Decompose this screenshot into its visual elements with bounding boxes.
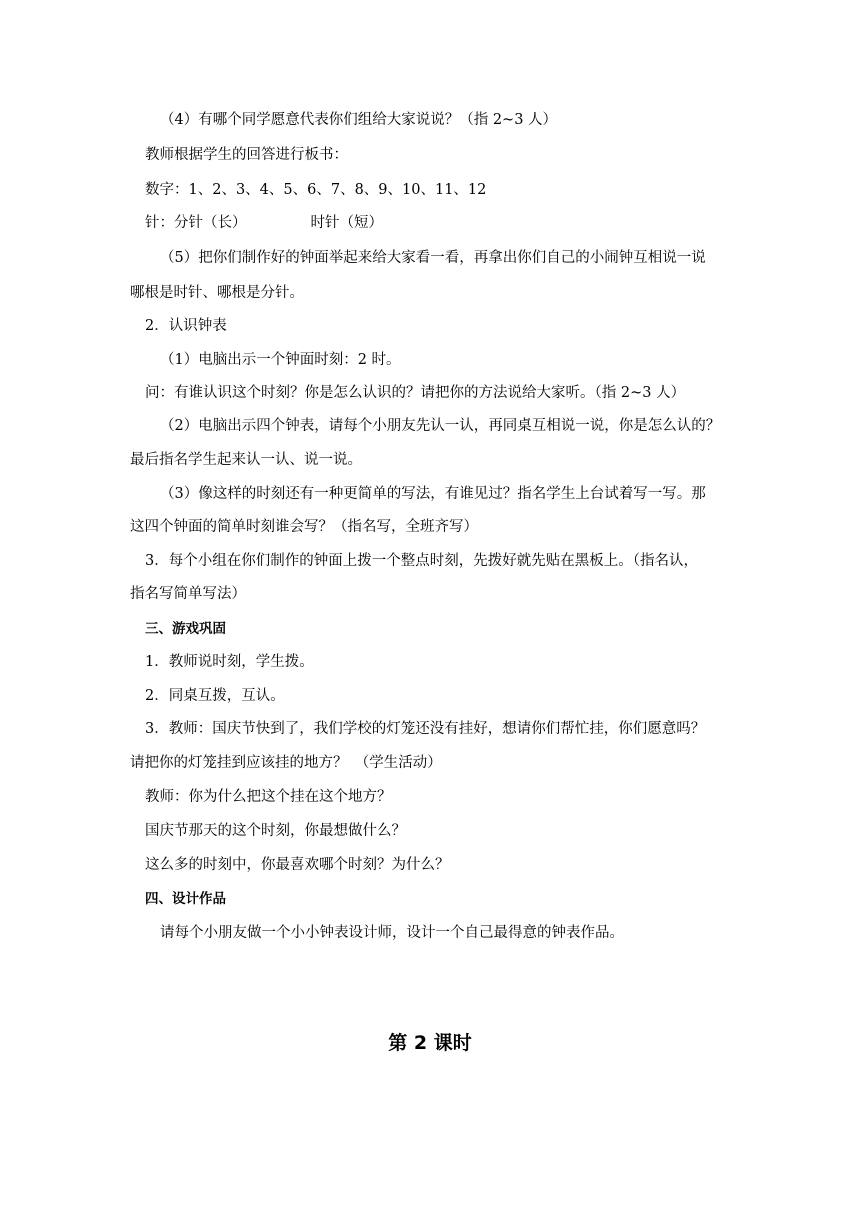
section-title: 第 2 课时 xyxy=(388,1032,472,1054)
text-line: 指名写简单写法） xyxy=(130,586,246,602)
text-line: 这么多的时刻中，你最喜欢哪个时刻？为什么？ xyxy=(145,857,450,873)
minute-hand-label: 针：分针（长） xyxy=(145,215,247,231)
text-line: 1．教师说时刻，学生拨。 xyxy=(145,654,314,670)
text-line: 教师根据学生的回答进行板书： xyxy=(145,147,348,163)
text-line: 哪根是时针、哪根是分针。 xyxy=(130,285,304,301)
text-line: 3．每个小组在你们制作的钟面上拨一个整点时刻，先拨好就先贴在黑板上。（指名认， xyxy=(145,553,698,569)
text-line: 教师：你为什么把这个挂在这个地方？ xyxy=(145,789,392,805)
text-line: 问：有谁认识这个时刻？你是怎么认识的？请把你的方法说给大家听。（指 2~3 人） xyxy=(145,385,686,401)
text-line: 请每个小朋友做一个小小钟表设计师，设计一个自己最得意的钟表作品。 xyxy=(160,925,624,941)
text-line: 国庆节那天的这个时刻，你最想做什么？ xyxy=(145,823,406,839)
text-line: （1）电脑出示一个钟面时刻：2 时。 xyxy=(160,352,401,368)
text-line: 数字：1、2、3、4、5、6、7、8、9、10、11、12 xyxy=(145,182,487,198)
text-line: 2．同桌互拨，互认。 xyxy=(145,688,285,704)
text-line xyxy=(145,213,383,233)
text-line: （3）像这样的时刻还有一种更简单的写法，有谁见过？指名学生上台试着写一写。那 xyxy=(160,486,706,502)
section-heading: 三、游戏巩固 xyxy=(145,621,226,637)
section-heading: 2．认识钟表 xyxy=(145,318,227,334)
text-line: 请把你的灯笼挂到应该挂的地方？ （学生活动） xyxy=(130,755,442,771)
text-line: 3．教师：国庆节快到了，我们学校的灯笼还没有挂好，想请你们帮忙挂，你们愿意吗？ xyxy=(145,721,706,737)
section-heading: 四、设计作品 xyxy=(145,891,226,907)
text-line: （4）有哪个同学愿意代表你们组给大家说说？（指 2~3 人） xyxy=(160,112,558,128)
text-line: 这四个钟面的简单时刻谁会写？（指名写，全班齐写） xyxy=(130,519,478,535)
text-line: （5）把你们制作好的钟面举起来给大家看一看，再拿出你们自己的小闹钟互相说一说 xyxy=(160,250,706,266)
hour-hand-label: 时针（短） xyxy=(310,215,383,231)
text-line: 最后指名学生起来认一认、说一说。 xyxy=(130,452,362,468)
text-line: （2）电脑出示四个钟表，请每个小朋友先认一认，再同桌互相说一说，你是怎么认的？ xyxy=(160,418,721,434)
